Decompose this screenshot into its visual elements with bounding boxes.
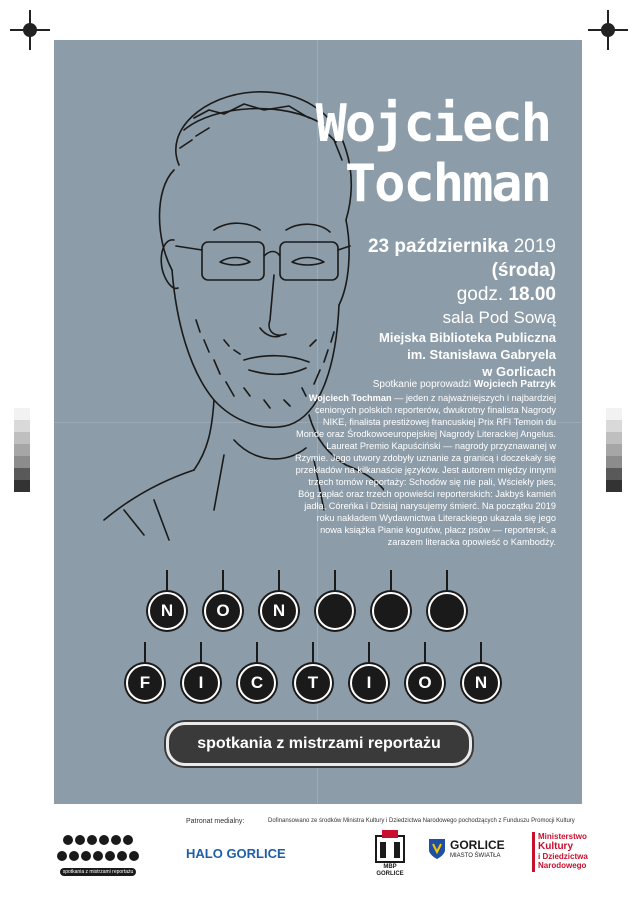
gorlice-coat-of-arms-icon: [428, 838, 446, 860]
title-last-name: Tochman: [344, 154, 550, 214]
gorlice-logo-subtitle: MIASTO ŚWIATŁA: [450, 853, 501, 859]
nonfiction-logo: [52, 832, 144, 876]
key-cap: [372, 592, 410, 630]
key-cap: O: [406, 664, 444, 702]
key-cap: T: [294, 664, 332, 702]
key-stem: [200, 642, 202, 664]
key-cap: N: [462, 664, 500, 702]
key-stem: [144, 642, 146, 664]
event-host-prefix: Spotkanie poprowadzi: [372, 379, 472, 390]
event-host: [373, 379, 556, 390]
key-stem: [222, 570, 224, 592]
key-cap: [316, 592, 354, 630]
key-cap: I: [350, 664, 388, 702]
library-name-line2: im. Stanisława Gabryela: [407, 347, 556, 362]
ministry-logo-line3: i Dziedzictwa: [538, 852, 588, 861]
key-cap: O: [204, 592, 242, 630]
event-time-value: 18.00: [508, 284, 556, 305]
bio-author-name: Wojciech Tochman: [308, 393, 392, 403]
funding-note: Dofinansowano ze środków Ministra Kultury i Dziedzictwa Narodowego pochodzących z Funduszu Promocji Kultury: [268, 818, 575, 824]
key-cap: C: [238, 664, 276, 702]
key-stem: [334, 570, 336, 592]
nonfiction-logo-caption: spotkania z mistrzami reportażu: [60, 868, 136, 876]
library-name-line3: w Gorlicach: [482, 364, 556, 379]
key-stem: [446, 570, 448, 592]
ministry-logo-line1: Ministerstwo: [538, 832, 587, 841]
poster: [54, 40, 582, 804]
grey-swatch-strip-right: [606, 408, 622, 492]
mbp-logo-building-icon: [370, 830, 410, 864]
key-stem: [368, 642, 370, 664]
key-stem: [256, 642, 258, 664]
event-host-name: Wojciech Patrzyk: [473, 379, 556, 390]
author-biography: [294, 392, 556, 548]
ministry-logo-bar: [532, 832, 535, 872]
key-cap: N: [148, 592, 186, 630]
ministry-logo-line4: Narodowego: [538, 861, 587, 870]
key-cap: I: [182, 664, 220, 702]
library-name-line1: Miejska Biblioteka Publiczna: [379, 330, 556, 345]
nonfiction-logo-keys: [52, 832, 144, 868]
ministry-of-culture-logo: [532, 832, 602, 874]
event-date-year: 2019: [513, 236, 556, 257]
gorlice-logo-name: GORLICE: [450, 838, 505, 852]
event-weekday: (środa): [491, 260, 556, 281]
key-cap: F: [126, 664, 164, 702]
crop-mark-top-left: [10, 10, 50, 50]
series-label-pill: spotkania z mistrzami reportażu: [166, 722, 472, 766]
event-date-day-month: 23 października: [367, 236, 509, 257]
mbp-logo-text: MBP GORLICE: [376, 864, 404, 877]
key-stem: [480, 642, 482, 664]
title-first-name: Wojciech: [315, 94, 550, 154]
ministry-logo-line2: Kultury: [538, 841, 573, 852]
gorlice-city-logo: [428, 836, 518, 866]
patronage-label: Patronat medialny:: [186, 818, 245, 825]
grey-swatch-strip: [14, 408, 30, 492]
key-stem: [312, 642, 314, 664]
crop-mark-top-right: [588, 10, 628, 50]
key-stem: [390, 570, 392, 592]
key-cap: [428, 592, 466, 630]
key-stem: [166, 570, 168, 592]
key-stem: [424, 642, 426, 664]
event-date: [368, 236, 556, 258]
bio-text: — jeden z najważniejszych i najbardziej cenionych polskich reporterów, dwukrotny finalista Nagrody NIKE, finalista prestiżowej francuskiej Prix RFI Temoin du Monde oraz Środkowoeuropejskiej Nagrody Literackiej Angelus. Laureat Premio Kapuściński — nagrody przyznawanej w Rzymie. Jego utwory zdobyły uznanie za granicą i doczekały się przekładów na kilkanaście języków. Jest autorem między innymi trzech tomów reportaży: Schodów się nie pali, Wściekły pies, Bóg zapłać oraz trzech opowieści reporterskich: Jakbyś kamień jadła, Córeńka i Dzisiaj narysujemy śmierć. Na początku 2019 roku nakładem Wydawnictwa Literackiego ukazała się jego nowa książka Pianie kogutów, płacz psów — reportersk, a zarazem literacka opowieść o Kambodży.: [295, 393, 556, 547]
mbp-gorlice-logo: [370, 830, 410, 878]
key-cap: N: [260, 592, 298, 630]
key-stem: [278, 570, 280, 592]
halo-gorlice-logo: HALO GORLICE: [186, 846, 286, 861]
event-time: [457, 284, 556, 306]
event-venue: sala Pod Sową: [442, 308, 556, 327]
event-time-prefix: godz.: [456, 284, 504, 305]
